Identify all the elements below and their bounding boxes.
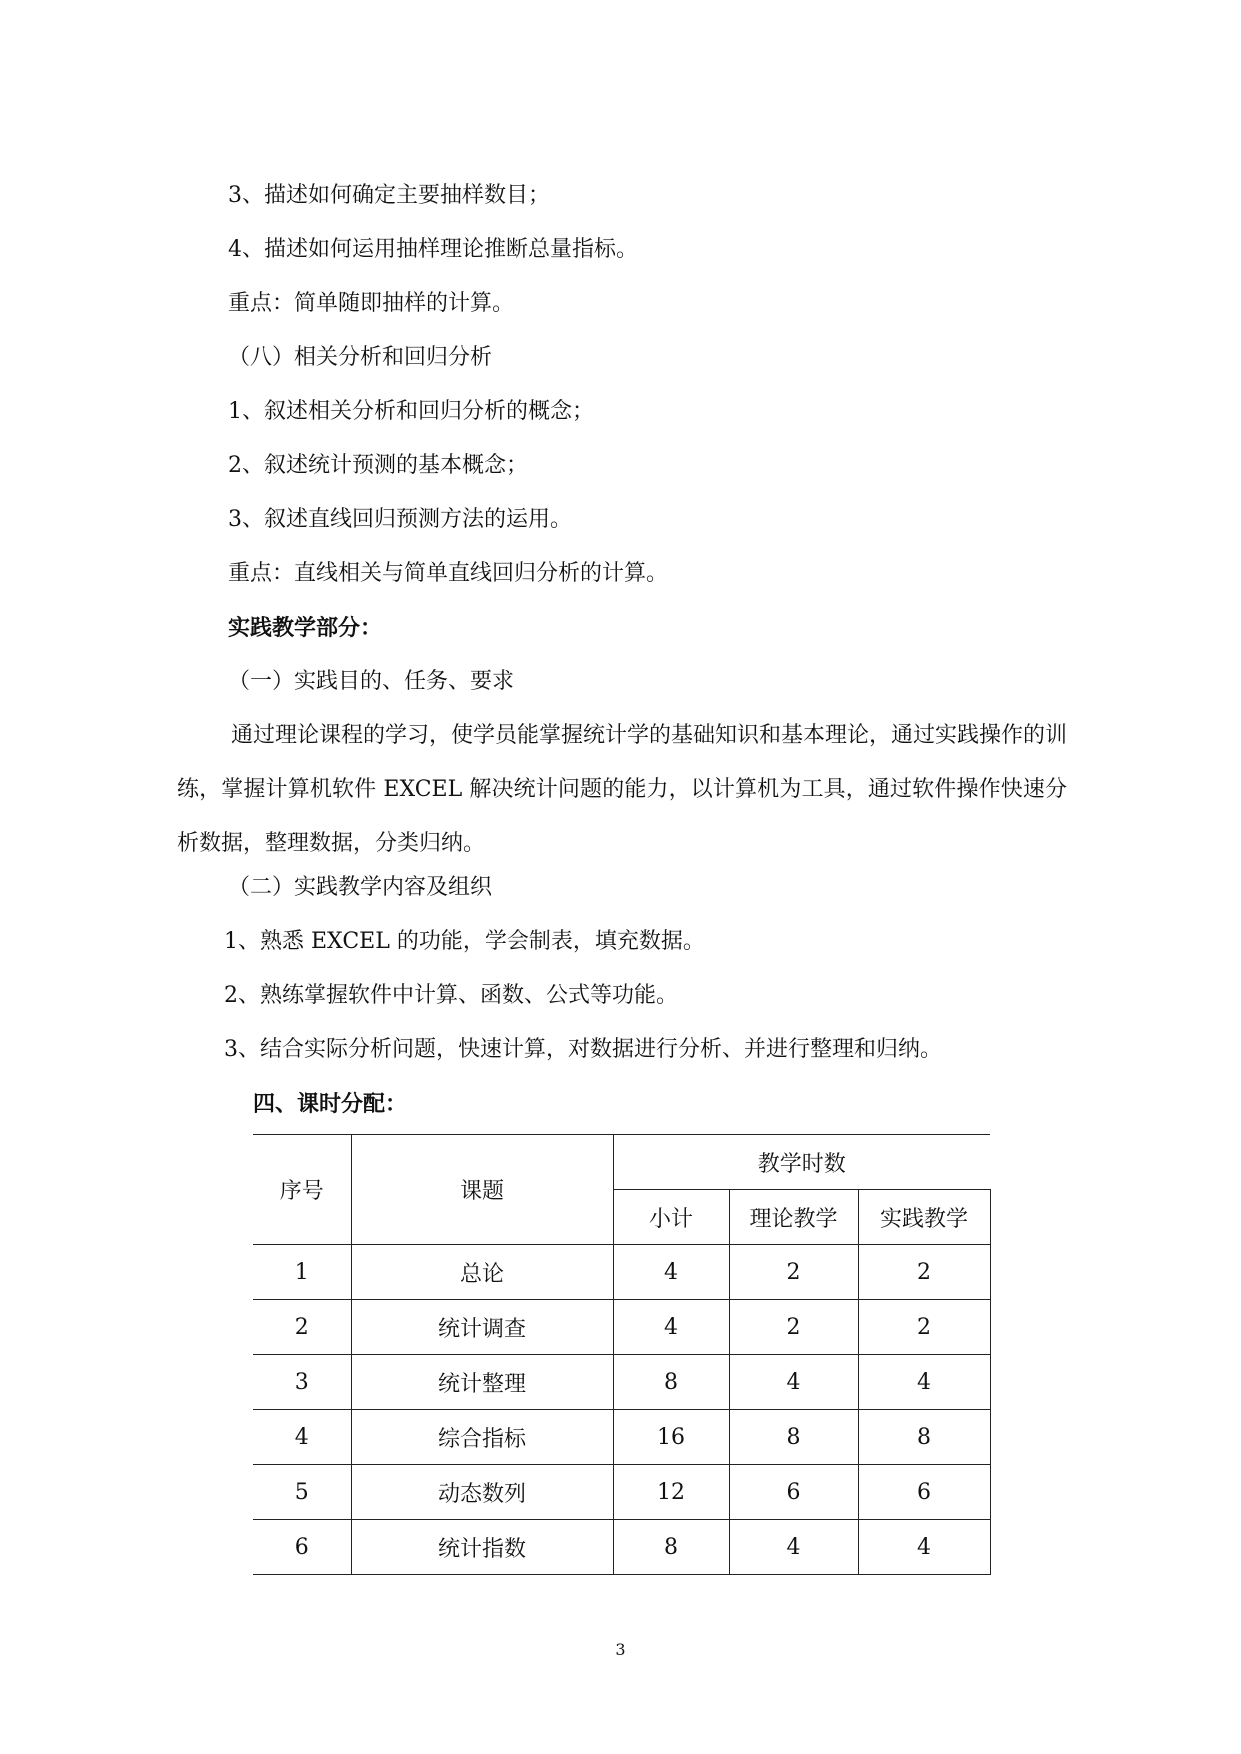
- cell-topic: 动态数列: [351, 1465, 613, 1520]
- text-line: 2、叙述统计预测的基本概念；: [228, 453, 528, 478]
- header-subtotal: 小计: [613, 1190, 729, 1245]
- cell-practice: 2: [858, 1300, 990, 1355]
- cell-topic: 统计调查: [351, 1300, 613, 1355]
- section-heading: （一）实践目的、任务、要求: [228, 669, 515, 694]
- table-row: [253, 1355, 990, 1410]
- section-heading: （八）相关分析和回归分析: [228, 345, 493, 370]
- text-line: 3、描述如何确定主要抽样数目；: [228, 183, 550, 208]
- section-heading: 实践教学部分：: [228, 615, 383, 641]
- header-no: 序号: [253, 1135, 351, 1245]
- cell-topic: 总论: [351, 1245, 613, 1300]
- cell-theory: 2: [729, 1245, 858, 1300]
- cell-topic: 综合指标: [351, 1410, 613, 1465]
- text-line: 重点：直线相关与简单直线回归分析的计算。: [228, 561, 669, 586]
- cell-subtotal: 12: [613, 1465, 729, 1520]
- text-line: 重点：简单随即抽样的计算。: [228, 291, 515, 316]
- cell-theory: 8: [729, 1410, 858, 1465]
- header-hours: 教学时数: [613, 1135, 990, 1190]
- cell-subtotal: 8: [613, 1520, 729, 1575]
- table-row: [253, 1410, 990, 1465]
- table-row: [253, 1520, 990, 1575]
- cell-practice: 8: [858, 1410, 990, 1465]
- cell-subtotal: 8: [613, 1355, 729, 1410]
- cell-topic: 统计指数: [351, 1520, 613, 1575]
- cell-practice: 4: [858, 1355, 990, 1410]
- cell-subtotal: 16: [613, 1410, 729, 1465]
- cell-subtotal: 4: [613, 1300, 729, 1355]
- page-number: 3: [615, 1640, 626, 1659]
- section-heading: （二）实践教学内容及组织: [228, 875, 493, 900]
- cell-practice: 4: [858, 1520, 990, 1575]
- table-row: [253, 1300, 990, 1355]
- cell-no: 3: [253, 1355, 351, 1410]
- cell-no: 5: [253, 1465, 351, 1520]
- hours-table: [253, 1134, 991, 1575]
- text-line: 4、描述如何运用抽样理论推断总量指标。: [228, 237, 638, 262]
- cell-theory: 6: [729, 1465, 858, 1520]
- cell-no: 2: [253, 1300, 351, 1355]
- cell-theory: 4: [729, 1355, 858, 1410]
- cell-practice: 6: [858, 1465, 990, 1520]
- cell-theory: 4: [729, 1520, 858, 1575]
- cell-no: 6: [253, 1520, 351, 1575]
- cell-subtotal: 4: [613, 1245, 729, 1300]
- text-line: 3、叙述直线回归预测方法的运用。: [228, 507, 572, 532]
- text-line: 2、熟练掌握软件中计算、函数、公式等功能。: [224, 983, 678, 1008]
- table-row: [253, 1245, 990, 1300]
- header-topic: 课题: [351, 1135, 613, 1245]
- cell-topic: 统计整理: [351, 1355, 613, 1410]
- paragraph: 通过理论课程的学习，使学员能掌握统计学的基础知识和基本理论，通过实践操作的训练，掌握计算机软件 EXCEL 解决统计问题的能力，以计算机为工具，通过软件操作快速分析数据，整理数据，分类归纳。: [177, 723, 1068, 856]
- table-row: [253, 1465, 990, 1520]
- header-practice: 实践教学: [858, 1190, 990, 1245]
- text-line: 3、结合实际分析问题，快速计算，对数据进行分析、并进行整理和归纳。: [224, 1037, 942, 1062]
- cell-no: 4: [253, 1410, 351, 1465]
- text-line: 1、熟悉 EXCEL 的功能，学会制表，填充数据。: [224, 929, 705, 954]
- cell-no: 1: [253, 1245, 351, 1300]
- header-theory: 理论教学: [729, 1190, 858, 1245]
- cell-theory: 2: [729, 1300, 858, 1355]
- cell-practice: 2: [858, 1245, 990, 1300]
- section-heading: 四、课时分配：: [253, 1091, 408, 1117]
- text-line: 1、叙述相关分析和回归分析的概念；: [228, 399, 594, 424]
